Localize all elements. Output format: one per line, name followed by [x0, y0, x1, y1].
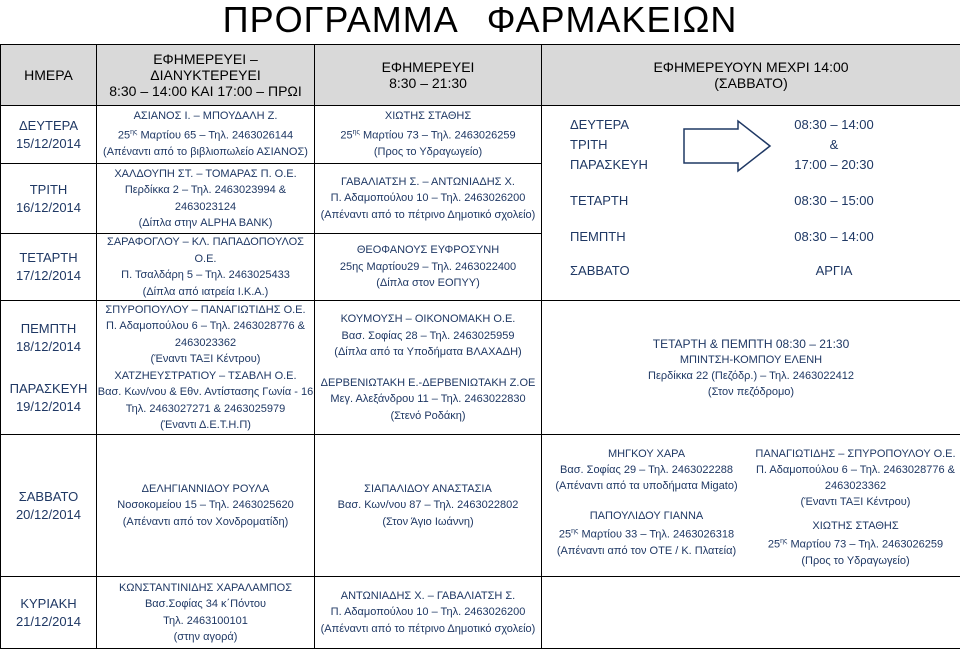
sched-mon: ΔΕΥΤΕΡΑ	[570, 117, 629, 132]
day-cell: ΣΑΒΒΑΤΟ 20/12/2014	[1, 435, 97, 577]
sched-tue: ΤΡΙΤΗ	[570, 137, 608, 152]
pharmacy-cell: ΧΑΛΔΟΥΠΗ ΣΤ. – ΤΟΜΑΡΑΣ Π. Ο.Ε. Περδίκκα 2 – Τηλ. 2463023994 & 2463023124 (Δίπλα στην ALPHA BANK)	[97, 164, 315, 234]
arrow-icon	[682, 119, 774, 173]
sched-wed: ΤΕΤΑΡΤΗ	[570, 193, 628, 208]
sat-pharmacies-right: ΠΑΝΑΓΙΩΤΙΔΗΣ – ΣΠΥΡΟΠΟΥΛΟΥ Ο.Ε. Π. Αδαμοπούλου 6 – Τηλ. 2463028776 & 2463023362 (Έναντι ΤΑΞΙ Κέντρου) ΧΙΩΤΗΣ ΣΤΑΘΗΣ $25^{\eta\varsigma}$ Μαρτίου 73 – Τηλ. 2463026259 (Προς το Υδραγωγείο)	[751, 442, 960, 569]
sched-time-2: 17:00 – 20:30	[774, 157, 894, 172]
page-title	[0, 0, 960, 44]
header-col3: ΕΦΗΜΕΡΕΥΟΥΝ ΜΕΧΡΙ 14:00 (ΣΑΒΒΑΤΟ)	[542, 45, 960, 106]
sched-amp: &	[774, 137, 894, 152]
title-word-1: ΠΡΟΓΡΑΜΜΑ	[223, 0, 459, 40]
pharmacy-cell: ΧΙΩΤΗΣ ΣΤΑΘΗΣ $25^{\eta\varsigma}$ Μαρτίου 73 – Τηλ. 2463026259 (Προς το Υδραγωγείο)	[315, 106, 542, 164]
empty-cell	[542, 577, 960, 649]
table-row	[1, 301, 960, 435]
pharmacy-cell: ΘΕΟΦΑΝΟΥΣ ΕΥΦΡΟΣΥΝΗ 25ης Μαρτίου29 – Τηλ. 2463022400 (Δίπλα στον ΕΟΠΥΥ)	[315, 234, 542, 301]
table-row	[1, 435, 960, 577]
wed-thu-pharmacy-cell: ΤΕΤΑΡΤΗ & ΠΕΜΠΤΗ 08:30 – 21:30 ΜΠΙΝΤΣΗ-ΚΟΜΠΟΥ ΕΛΕΝΗ Περδίκκα 22 (Πεζόδρ.) – Τηλ. 2463022412 (Στον πεζόδρομο)	[542, 301, 960, 435]
day-cell: ΠΕΜΠΤΗ 18/12/2014 ΠΑΡΑΣΚΕΥΗ 19/12/2014	[1, 301, 97, 435]
pharmacy-cell: ΑΝΤΩΝΙΑΔΗΣ Χ. – ΓΑΒΑΛΙΑΤΣΗ Σ. Π. Αδαμοπούλου 10 – Τηλ. 2463026200 (Απέναντι από το πέτρινο Δημοτικό σχολείο)	[315, 577, 542, 649]
sched-time-1: 08:30 – 14:00	[774, 117, 894, 132]
sched-fri: ΠΑΡΑΣΚΕΥΗ	[570, 157, 648, 172]
sched-time-5: ΑΡΓΙΑ	[774, 263, 894, 278]
table-row	[1, 106, 960, 164]
sched-time-4: 08:30 – 14:00	[774, 229, 894, 244]
pharmacy-cell: ΓΑΒΑΛΙΑΤΣΗ Σ. – ΑΝΤΩΝΙΑΔΗΣ Χ. Π. Αδαμοπούλου 10 – Τηλ. 2463026200 (Απέναντι από το πέτρινο Δημοτικό σχολείο)	[315, 164, 542, 234]
pharmacy-cell: ΣΑΡΑΦΟΓΛΟΥ – ΚΛ. ΠΑΠΑΔΟΠΟΥΛΟΣ Ο.Ε. Π. Τσαλδάρη 5 – Τηλ. 2463025433 (Δίπλα από ιατρεία Ι.Κ.Α.)	[97, 234, 315, 301]
sat-pharmacies-left: ΜΗΓΚΟΥ ΧΑΡΑ Βασ. Σοφίας 29 – Τηλ. 2463022288 (Απέναντι από τα υποδήματα Migato) ΠΑΠΟΥΛΙΔΟΥ ΓΙΑΝΝΑ $25^{\eta\varsigma}$ Μαρτίου 33 – Τηλ. 2463026318 (Απέναντι από τον ΟΤΕ / Κ. Πλατεία)	[542, 442, 751, 569]
header-col2: ΕΦΗΜΕΡΕΥΕΙ 8:30 – 21:30	[315, 45, 542, 106]
header-day: ΗΜΕΡΑ	[1, 45, 97, 106]
day-cell: ΤΡΙΤΗ 16/12/2014	[1, 164, 97, 234]
sched-time-3: 08:30 – 15:00	[774, 193, 894, 208]
sched-thu: ΠΕΜΠΤΗ	[570, 229, 626, 244]
saturday-pharmacies-cell	[542, 435, 960, 577]
pharmacy-cell: ΚΟΥΜΟΥΣΗ – ΟΙΚΟΝΟΜΑΚΗ Ο.Ε. Βασ. Σοφίας 28 – Τηλ. 2463025959 (Δίπλα από τα Υποδήματα ΒΛΑΧΑΔΗ) ΔΕΡΒΕΝΙΩΤΑΚΗ Ε.-ΔΕΡΒΕΝΙΩΤΑΚΗ Ζ.ΟΕ Μεγ. Αλεξάνδρου 11 – Τηλ. 2463022830 (Στενό Ροδάκη)	[315, 301, 542, 435]
pharmacy-cell: ΣΠΥΡΟΠΟΥΛΟΥ – ΠΑΝΑΓΙΩΤΙΔΗΣ Ο.Ε. Π. Αδαμοπούλου 6 – Τηλ. 2463028776 & 2463023362 (Έναντι ΤΑΞΙ Κέντρου) ΧΑΤΖΗΕΥΣΤΡΑΤΙΟΥ – ΤΣΑΒΛΗ Ο.Ε. Βασ. Κων/νου & Εθν. Αντίστασης Γωνία - 16 Τηλ. 2463027271 & 2463025979 (Έναντι Δ.Ε.Τ.Η.Π)	[97, 301, 315, 435]
day-cell: ΚΥΡΙΑΚΗ 21/12/2014	[1, 577, 97, 649]
pharmacy-cell: ΚΩΝΣΤΑΝΤΙΝΙΔΗΣ ΧΑΡΑΛΑΜΠΟΣ Βασ.Σοφίας 34 κ΄Πόντου Τηλ. 2463100101 (στην αγορά)	[97, 577, 315, 649]
title-word-2: ΦΑΡΜΑΚΕΙΩΝ	[487, 0, 738, 40]
pharmacy-cell: ΔΕΛΗΓΙΑΝΝΙΔΟΥ ΡΟΥΛΑ Νοσοκομείου 15 – Τηλ. 2463025620 (Απέναντι από τον Χονδροματίδη)	[97, 435, 315, 577]
header-col1: ΕΦΗΜΕΡΕΥΕΙ – ΔΙΑΝΥΚΤΕΡΕΥΕΙ 8:30 – 14:00 ΚΑΙ 17:00 – ΠΡΩΙ	[97, 45, 315, 106]
sched-sat: ΣΑΒΒΑΤΟ	[570, 263, 630, 278]
day-cell: ΔΕΥΤΕΡΑ 15/12/2014	[1, 106, 97, 164]
pharmacy-cell: ΑΣΙΑΝΟΣ Ι. – ΜΠΟΥΔΑΛΗ Ζ. $25^{\eta\varsigma}$ Μαρτίου 65 – Τηλ. 2463026144 (Απέναντι από το βιβλιοπωλείο ΑΣΙΑΝΟΣ)	[97, 106, 315, 164]
weekday-hours-cell	[542, 106, 960, 301]
pharmacy-schedule-table	[0, 44, 960, 649]
day-cell: ΤΕΤΑΡΤΗ 17/12/2014	[1, 234, 97, 301]
table-row	[1, 577, 960, 649]
pharmacy-cell: ΣΙΑΠΑΛΙΔΟΥ ΑΝΑΣΤΑΣΙΑ Βασ. Κων/νου 87 – Τηλ. 2463022802 (Στον Άγιο Ιωάννη)	[315, 435, 542, 577]
